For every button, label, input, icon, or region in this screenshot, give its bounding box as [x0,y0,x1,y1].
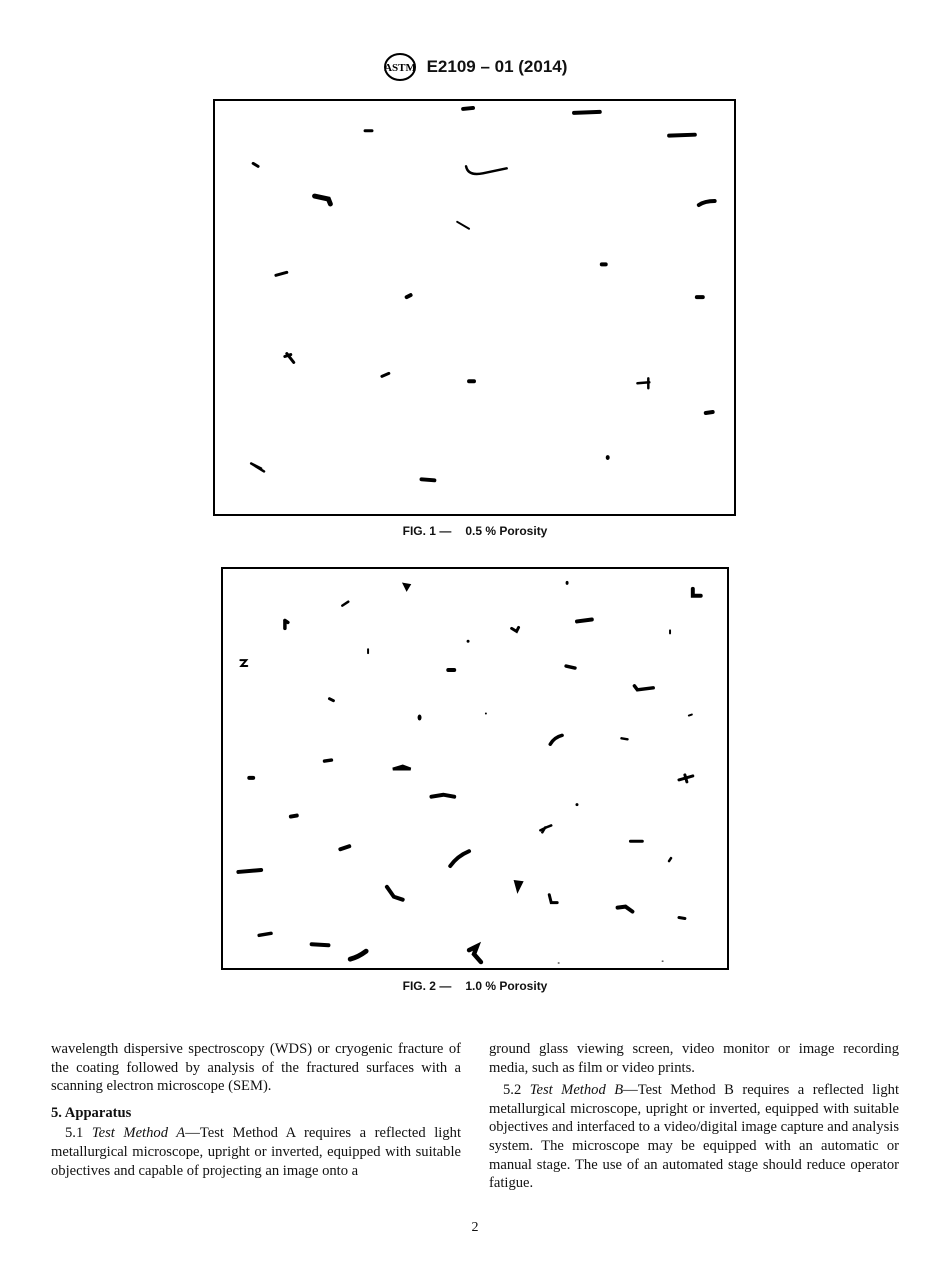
pore [699,201,715,205]
figure-2-porosity-image [221,567,729,970]
paragraph-5-2-title: Test Method B [529,1082,624,1099]
pore [342,602,348,606]
figure-2-title: 1.0 % Porosity [465,979,548,993]
pore [253,163,258,166]
paragraph-continuation-right: ground glass viewing screen, video monitor or image recording media, such as film or video prints. [489,1041,899,1076]
figure-2-caption [0,979,950,993]
pore [276,272,287,275]
document-designation: E2109 – 01 (2014) [426,57,568,76]
pore [689,715,692,716]
pore [467,640,470,643]
pore [549,895,557,903]
pore [350,951,366,959]
paragraph-5-2 [489,1081,899,1193]
pore [312,944,329,945]
page-header [0,52,950,82]
paragraph-5-1-title: Test Method A [91,1125,186,1142]
figure-2-pores [223,569,727,968]
figure-1-pores [215,101,734,514]
pore [515,881,523,892]
page-number: 2 [471,1220,479,1235]
figure-2-label: FIG. 2 — [402,979,452,993]
figure-1-porosity-image [213,99,736,516]
pore [418,715,422,721]
pore [512,627,519,631]
pore [291,816,297,817]
pore [393,766,411,769]
pore [485,713,487,715]
pore [606,455,610,460]
pore [622,738,628,739]
right-column [489,1040,899,1193]
pore [566,581,569,585]
pore [329,699,333,701]
figure-1-caption [0,524,950,538]
paragraph-5-2-text: —Test Method B requires a reflected light metallurgical microscope, upright or inverted, equipped with suitable objectives and interfaced to a video/digital image capture and analysis system. The microscope may be equipped with an automatic or manual stage. The use of an automated stage should reduce operator fatigue. [489,1082,899,1192]
section-heading-apparatus: 5. Apparatus [51,1104,132,1121]
pore [575,803,578,806]
pore [466,166,507,174]
pore [325,760,332,761]
pore [457,222,469,229]
pore [669,135,695,136]
paragraph-5-1-number: 5.1 [65,1125,84,1142]
paragraph-5-2-number: 5.2 [503,1082,522,1099]
astm-logo [383,52,417,82]
pore [387,887,403,900]
pore [463,108,473,109]
pore [251,463,264,471]
pore [706,412,713,413]
pore [550,735,562,744]
left-column [51,1040,461,1180]
pore [540,825,551,832]
pore [634,686,653,690]
pore [315,196,331,204]
pore [577,619,592,621]
pore [238,870,261,872]
pore [469,946,481,962]
figure-1-label: FIG. 1 — [402,524,452,538]
paragraph-5-1 [51,1124,461,1180]
pore [382,373,389,376]
pore [637,378,649,388]
pore [422,479,435,480]
pore [431,795,454,797]
pore [574,112,600,113]
pore [566,666,575,668]
pore [693,589,701,596]
pore [679,918,685,919]
paragraph-continuation: wavelength dispersive spectroscopy (WDS) or cryogenic fracture of the coating followed by analysis of the fractured surfaces with a scanning electron microscope (SEM). [51,1041,461,1095]
pore [285,354,294,363]
pore [404,584,410,590]
paragraph-5-1-text: —Test Method A requires a reflected light metallurgical microscope, upright or inverted, equipped with suitable objectives and capable of projecting an image onto a [51,1125,462,1179]
pore [340,846,349,849]
pore [240,660,247,666]
pore [679,775,693,782]
pore [407,295,411,297]
pore [669,858,671,861]
pore [618,907,633,912]
pore [285,620,288,628]
svg-text:ASTM: ASTM [383,62,416,74]
pore [259,933,271,935]
figure-1-title: 0.5 % Porosity [465,524,548,538]
pore [450,851,469,866]
